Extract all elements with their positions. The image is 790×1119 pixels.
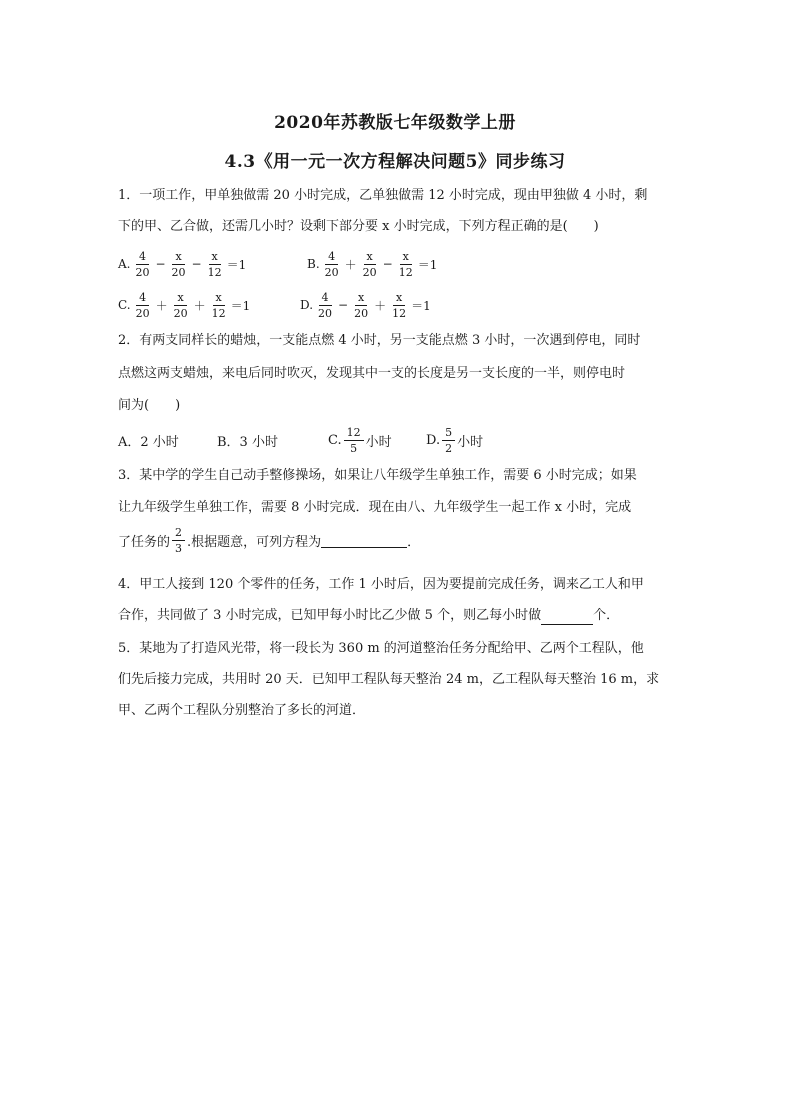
q1-option-a: A. $\frac{4}{20}$ − $\frac{x}{20}$ − $\frac{x}{12}$ ＝1 [118, 249, 247, 279]
fraction: $\frac{12}{5}$ [344, 426, 364, 455]
fraction: $\frac{x}{20}$ [354, 290, 369, 320]
q5-line3: 甲、乙两个工程队分别整治了多长的河道． [118, 703, 366, 718]
q4-line2: 合作，共同做了 3 小时完成，已知甲每小时比乙少做 5 个，则乙每小时做 个． [118, 608, 620, 623]
option-label: D. [300, 298, 314, 312]
fraction: $\frac{x}{20}$ [173, 290, 188, 320]
fraction: $\frac{4}{20}$ [324, 249, 339, 279]
fraction: $\frac{x}{12}$ [392, 290, 407, 320]
fraction: $\frac{2}{3}$ [172, 526, 185, 555]
fraction: $\frac{x}{12}$ [211, 290, 226, 320]
q3-line3: 了任务的 $\frac{2}{3}$ .根据题意，可列方程为 ． [118, 525, 421, 555]
q2-line2: 点燃这两支蜡烛，来电后同时吹灭，发现其中一支的长度是另一支长度的一半，则停电时 [118, 366, 626, 381]
fraction: $\frac{x}{20}$ [362, 249, 377, 279]
page-subtitle: 4.3《用一元一次方程解决问题5》同步练习 [224, 152, 566, 172]
option-label: C. [118, 298, 131, 312]
q2-option-b: B．3 小时 [217, 434, 278, 450]
page-title: 2020年苏教版七年级数学上册 [274, 113, 516, 133]
q5-line1: 5．某地为了打造风光带，将一段长为 360 m 的河道整治任务分配给甲、乙两个工程队，他 [118, 641, 644, 656]
option-label: B. [307, 257, 320, 271]
fraction: $\frac{5}{2}$ [442, 426, 455, 455]
option-label: A. [118, 257, 131, 271]
fraction: $\frac{x}{20}$ [171, 249, 186, 279]
fraction: $\frac{4}{20}$ [135, 290, 150, 320]
q2-line1: 2．有两支同样长的蜡烛，一支能点燃 4 小时，另一支能点燃 3 小时，一次遇到停电，同时 [118, 333, 641, 348]
q5-line2: 们先后接力完成，共用时 20 天．已知甲工程队每天整治 24 m，乙工程队每天整治 16 m，求 [118, 672, 660, 687]
q1-option-c: C. $\frac{4}{20}$ ＋ $\frac{x}{20}$ ＋ $\frac{x}{12}$ ＝1 [118, 290, 251, 320]
fraction: $\frac{x}{12}$ [207, 249, 222, 279]
q2-option-d: D. $\frac{5}{2}$ 小时 [426, 425, 484, 455]
q2-option-c: C. $\frac{12}{5}$ 小时 [328, 425, 392, 455]
q3-line1: 3．某中学的学生自己动手整修操场，如果让八年级学生单独工作，需要 6 小时完成；如果 [118, 468, 637, 483]
fraction: $\frac{4}{20}$ [318, 290, 333, 320]
fraction: $\frac{4}{20}$ [135, 249, 150, 279]
q1-line2: 下的甲、乙合做，还需几小时？设剩下部分要 x 小时完成，下列方程正确的是( ) [118, 219, 599, 234]
q3-line2: 让九年级学生单独工作，需要 8 小时完成．现在由八、九年级学生一起工作 x 小时，完成 [118, 500, 632, 515]
answer-blank[interactable] [541, 610, 593, 625]
q1-line1: 1．一项工作，甲单独做需 20 小时完成，乙单独做需 12 小时完成，现由甲独做 4 小时，剩 [118, 188, 648, 203]
q1-option-b: B. $\frac{4}{20}$ ＋ $\frac{x}{20}$ − $\frac{x}{12}$ ＝1 [307, 249, 438, 279]
answer-blank[interactable] [321, 533, 407, 548]
q1-option-d: D. $\frac{4}{20}$ − $\frac{x}{20}$ ＋ $\frac{x}{12}$ ＝1 [300, 290, 431, 320]
q2-option-a: A．2 小时 [118, 434, 179, 450]
fraction: $\frac{x}{12}$ [398, 249, 413, 279]
q4-line1: 4．甲工人接到 120 个零件的任务，工作 1 小时后，因为要提前完成任务，调来乙工人和甲 [118, 577, 644, 592]
q2-line3: 间为( ) [118, 398, 181, 413]
